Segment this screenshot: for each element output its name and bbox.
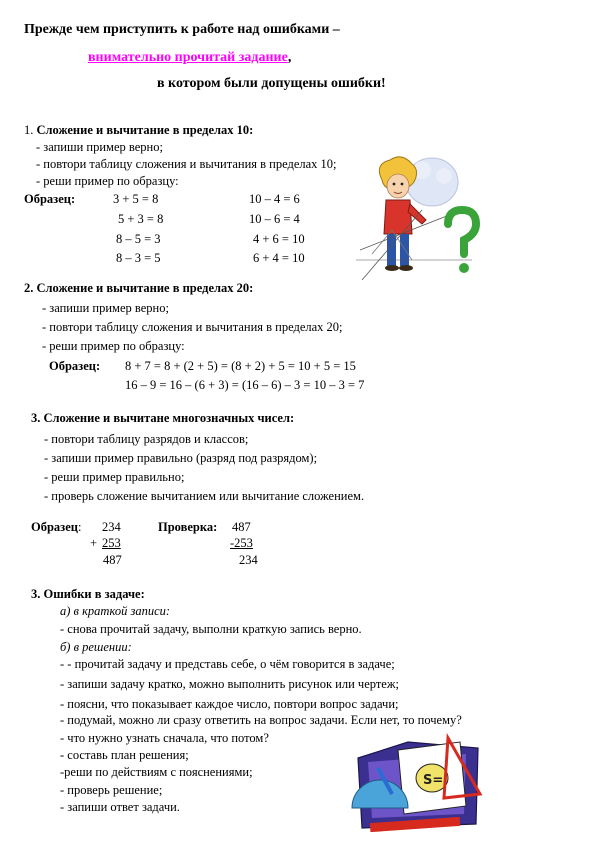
list-item: - запиши задачу кратко, можно выполнить рисунок или чертеж; bbox=[60, 677, 399, 691]
addend-2: 253 bbox=[102, 536, 121, 550]
list-item: - поясни, что показывает каждое число, повтори вопрос задачи; bbox=[60, 697, 399, 711]
example: 8 – 3 = 5 bbox=[116, 251, 161, 265]
list-item: - проверь сложение вычитанием или вычитание сложением. bbox=[44, 489, 365, 503]
check-label: Проверка: bbox=[158, 520, 218, 534]
list-item: - подумай, можно ли сразу ответить на вопрос задачи. Если нет, то почему? bbox=[60, 713, 462, 727]
example: 8 + 7 = 8 + (2 + 5) = (8 + 2) + 5 = 10 + 5 = 15 bbox=[125, 359, 356, 373]
header-highlight: внимательно прочитай задание bbox=[88, 50, 288, 65]
example: 4 + 6 = 10 bbox=[253, 232, 305, 246]
subheading-a: а) в краткой записи: bbox=[60, 604, 171, 618]
list-item: - - прочитай задачу и представь себе, о чём говорится в задаче; bbox=[60, 657, 395, 671]
addend-1: 234 bbox=[102, 520, 121, 534]
check-value-2: -253 bbox=[230, 536, 253, 550]
plus-sign: + bbox=[90, 536, 98, 550]
list-item: - составь план решения; bbox=[60, 748, 189, 762]
list-item: -реши по действиям с пояснениями; bbox=[60, 765, 253, 779]
section-2-heading: 2. Сложение и вычитание в пределах 20: bbox=[24, 281, 254, 295]
list-item: - запиши пример верно; bbox=[42, 301, 169, 315]
list-item: - повтори таблицу разрядов и классов; bbox=[44, 432, 249, 446]
boy-with-question-mark-icon bbox=[352, 150, 492, 288]
header-line-3: в котором были допущены ошибки! bbox=[157, 76, 386, 91]
check-value-3: 234 bbox=[239, 553, 258, 567]
example: 3 + 5 = 8 bbox=[113, 192, 159, 206]
check-value-1: 487 bbox=[232, 520, 251, 534]
example: 10 – 4 = 6 bbox=[249, 192, 300, 206]
list-item: - проверь решение; bbox=[60, 783, 163, 797]
example: 16 – 9 = 16 – (6 + 3) = (16 – 6) – 3 = 10 – 3 = 7 bbox=[125, 378, 365, 392]
list-item: - реши пример по образцу: bbox=[36, 174, 179, 188]
list-item: - что нужно узнать сначала, что потом? bbox=[60, 731, 269, 745]
sample-label: Образец: bbox=[49, 359, 101, 373]
section-4-heading: 3. Ошибки в задаче: bbox=[31, 587, 145, 601]
list-item: - повтори таблицу сложения и вычитания в пределах 20; bbox=[42, 320, 343, 334]
list-item: - запиши ответ задачи. bbox=[60, 800, 180, 814]
section-3-heading: 3. Сложение и вычитане многозначных чисел: bbox=[31, 411, 295, 425]
list-item: - запиши пример верно; bbox=[36, 140, 163, 154]
example: 6 + 4 = 10 bbox=[253, 251, 305, 265]
list-item: - снова прочитай задачу, выполни краткую запись верно. bbox=[60, 622, 362, 636]
example: 10 – 6 = 4 bbox=[249, 212, 300, 226]
section-1-heading: 1. Сложение и вычитание в пределах 10: bbox=[24, 123, 254, 137]
example: 8 – 5 = 3 bbox=[116, 232, 161, 246]
header-line-2: внимательно прочитай задание, bbox=[88, 50, 292, 65]
formula-text: S= bbox=[423, 773, 444, 788]
list-item: - реши пример по образцу: bbox=[42, 339, 185, 353]
list-item: - запиши пример правильно (разряд под разрядом); bbox=[44, 451, 318, 465]
example: 5 + 3 = 8 bbox=[118, 212, 164, 226]
subheading-b: б) в решении: bbox=[60, 640, 132, 654]
list-item: - повтори таблицу сложения и вычитания в пределах 10; bbox=[36, 157, 337, 171]
sum: 487 bbox=[103, 553, 122, 567]
sample-label: Образец: bbox=[31, 520, 82, 534]
geometry-folder-icon bbox=[348, 728, 488, 832]
header-line-1: Прежде чем приступить к работе над ошибками – bbox=[24, 22, 340, 37]
list-item: - реши пример правильно; bbox=[44, 470, 185, 484]
sample-label: Образец: bbox=[24, 192, 76, 206]
